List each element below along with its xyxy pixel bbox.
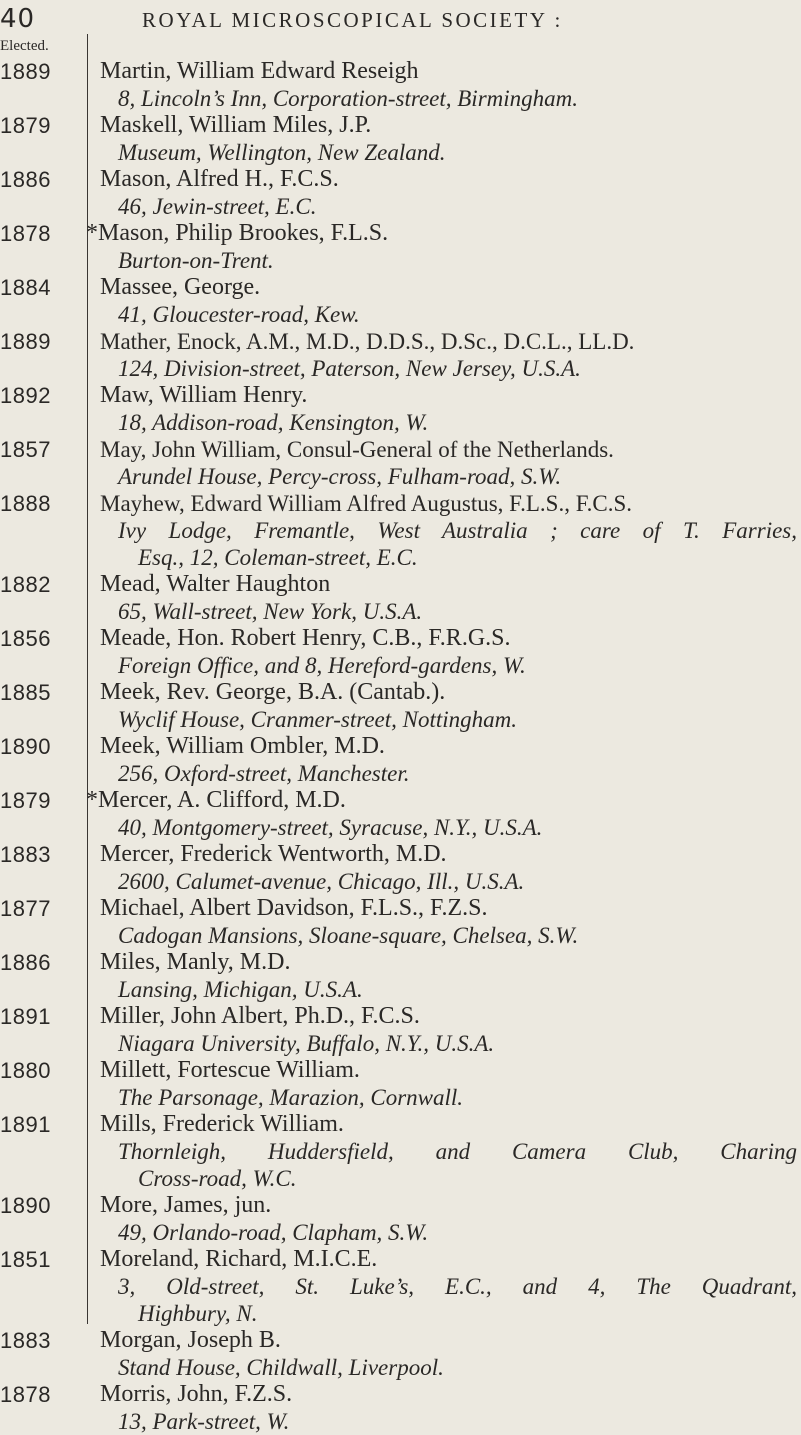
entry-name: *Mason, Philip Brookes, F.L.S. <box>86 220 389 246</box>
entry-address: Wyclif House, Cranmer-street, Nottingham. <box>118 707 518 732</box>
entry-year: 1878 <box>0 1382 51 1407</box>
list-item <box>0 949 801 1003</box>
entry-name: Meek, William Ombler, M.D. <box>100 733 385 759</box>
list-item <box>0 571 801 625</box>
entry-name: Morgan, Joseph B. <box>100 1327 281 1353</box>
list-item <box>0 1246 801 1327</box>
entry-name: Mason, Alfred H., F.C.S. <box>100 166 339 192</box>
entry-address: Stand House, Childwall, Liverpool. <box>118 1355 444 1380</box>
entry-year: 1877 <box>0 896 51 921</box>
entry-name: Meek, Rev. George, B.A. (Cantab.). <box>100 679 446 705</box>
list-item <box>0 1381 801 1435</box>
entry-address: Niagara University, Buffalo, N.Y., U.S.A. <box>118 1031 495 1056</box>
entry-address: 40, Montgomery-street, Syracuse, N.Y., U.S.A. <box>118 815 543 840</box>
entry-name: Miller, John Albert, Ph.D., F.C.S. <box>100 1003 420 1029</box>
entry-address: Cadogan Mansions, Sloane-square, Chelsea, S.W. <box>118 923 579 948</box>
entry-address-line: Thornleigh, Huddersfield, and Camera Club, Charing <box>118 1139 797 1164</box>
entry-address <box>118 517 797 571</box>
entry-address-line: 3, Old-street, St. Luke’s, E.C., and 4, The Quadrant, <box>118 1274 797 1299</box>
entry-year: 1886 <box>0 950 51 975</box>
entry-address-line: Cross-road, W.C. <box>138 1166 297 1191</box>
list-item <box>0 1111 801 1192</box>
entry-address: Museum, Wellington, New Zealand. <box>118 140 446 165</box>
entry-name: Moreland, Richard, M.I.C.E. <box>100 1246 378 1272</box>
entry-year: 1856 <box>0 626 51 651</box>
entry-year: 1889 <box>0 329 51 354</box>
entry-year: 1878 <box>0 221 51 246</box>
entry-address: 49, Orlando-road, Clapham, S.W. <box>118 1220 429 1245</box>
list-item <box>0 1057 801 1111</box>
entry-year: 1884 <box>0 275 51 300</box>
entry-address <box>118 1273 797 1327</box>
entry-name: Morris, John, F.Z.S. <box>100 1381 293 1407</box>
entry-year: 1879 <box>0 113 51 138</box>
list-item <box>0 1003 801 1057</box>
entry-address: 2600, Calumet-avenue, Chicago, Ill., U.S.A. <box>118 869 525 894</box>
list-item <box>0 679 801 733</box>
list-item <box>0 328 801 382</box>
entry-year: 1888 <box>0 491 51 516</box>
list-item <box>0 625 801 679</box>
entry-year: 1886 <box>0 167 51 192</box>
entry-address: 256, Oxford-street, Manchester. <box>118 761 410 786</box>
entry-address: Lansing, Michigan, U.S.A. <box>118 977 363 1002</box>
entry-name: Mercer, Frederick Wentworth, M.D. <box>100 841 447 867</box>
list-item <box>0 220 801 274</box>
entry-year: 1891 <box>0 1004 51 1029</box>
entry-address: Foreign Office, and 8, Hereford-gardens, W. <box>118 653 526 678</box>
list-item <box>0 166 801 220</box>
entry-name: Millett, Fortescue William. <box>100 1057 360 1083</box>
list-item <box>0 787 801 841</box>
entry-year: 1880 <box>0 1058 51 1083</box>
entry-address: 65, Wall-street, New York, U.S.A. <box>118 599 423 624</box>
entry-address: 13, Park-street, W. <box>118 1409 290 1434</box>
entry-name: Mather, Enock, A.M., M.D., D.D.S., D.Sc., D.C.L., LL.D. <box>100 329 635 354</box>
entry-year: 1857 <box>0 437 51 462</box>
entry-name: Maskell, William Miles, J.P. <box>100 112 372 138</box>
entry-year: 1883 <box>0 1328 51 1353</box>
entry-year: 1885 <box>0 680 51 705</box>
entry-address: Arundel House, Percy-cross, Fulham-road, S.W. <box>118 464 562 489</box>
entry-address: The Parsonage, Marazion, Cornwall. <box>118 1085 464 1110</box>
page-number: 40 <box>0 4 36 34</box>
list-item <box>0 895 801 949</box>
entry-name: Mills, Frederick William. <box>100 1111 344 1137</box>
list-item <box>0 436 801 490</box>
entry-name: Mead, Walter Haughton <box>100 571 331 597</box>
entry-year: 1891 <box>0 1112 51 1137</box>
entry-name: Martin, William Edward Reseigh <box>100 58 419 84</box>
entry-name: *Mercer, A. Clifford, M.D. <box>86 787 346 813</box>
entry-year: 1890 <box>0 734 51 759</box>
entry-address-line: Ivy Lodge, Fremantle, West Australia ; care of T. Farries, <box>118 518 797 543</box>
entry-name: Michael, Albert Davidson, F.L.S., F.Z.S. <box>100 895 488 921</box>
entry-name: May, John William, Consul-General of the Netherlands. <box>100 437 614 462</box>
entry-name: Massee, George. <box>100 274 261 300</box>
entry-year: 1883 <box>0 842 51 867</box>
entry-year: 1892 <box>0 383 51 408</box>
entry-address-line: Highbury, N. <box>138 1301 258 1326</box>
entry-year: 1879 <box>0 788 51 813</box>
member-list <box>0 58 801 1435</box>
list-item <box>0 274 801 328</box>
entry-name: Mayhew, Edward William Alfred Augustus, F.L.S., F.C.S. <box>100 491 633 516</box>
list-item <box>0 490 801 571</box>
list-item <box>0 733 801 787</box>
list-item <box>0 841 801 895</box>
entry-address <box>118 1138 797 1192</box>
list-item <box>0 112 801 166</box>
entry-name: More, James, jun. <box>100 1192 272 1218</box>
entry-name: Meade, Hon. Robert Henry, C.B., F.R.G.S. <box>100 625 511 651</box>
entry-name: Miles, Manly, M.D. <box>100 949 291 975</box>
list-item <box>0 1327 801 1381</box>
entry-address: 124, Division-street, Paterson, New Jersey, U.S.A. <box>118 356 581 381</box>
list-item <box>0 1192 801 1246</box>
entry-address: 41, Gloucester-road, Kew. <box>118 302 360 327</box>
elected-column-header: Elected. <box>0 38 49 54</box>
list-item <box>0 58 801 112</box>
entry-address: 46, Jewin-street, E.C. <box>118 194 317 219</box>
entry-address: 18, Addison-road, Kensington, W. <box>118 410 429 435</box>
entry-name: Maw, William Henry. <box>100 382 308 408</box>
entry-year: 1889 <box>0 59 51 84</box>
entry-address: 8, Lincoln’s Inn, Corporation-street, Birmingham. <box>118 86 579 111</box>
entry-address-line: Esq., 12, Coleman-street, E.C. <box>138 545 418 570</box>
list-item <box>0 382 801 436</box>
entry-year: 1882 <box>0 572 51 597</box>
entry-year: 1890 <box>0 1193 51 1218</box>
entry-address: Burton-on-Trent. <box>118 248 274 273</box>
running-head: ROYAL MICROSCOPICAL SOCIETY : <box>142 8 563 32</box>
entry-year: 1851 <box>0 1247 51 1272</box>
